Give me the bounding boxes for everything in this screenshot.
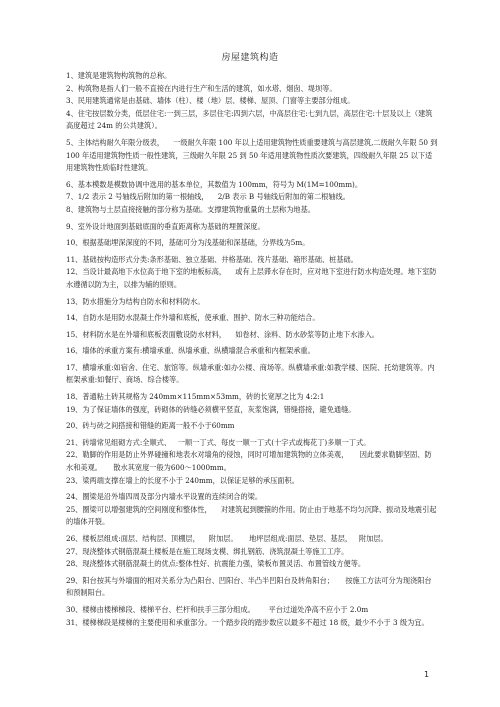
paragraph-8: 8、建筑物与土层直接接触的部分称为基础。支撑建筑物重量的土层称为地基。: [66, 204, 315, 214]
paragraph-25: 25、圈梁可以增强建筑的空间刚度和整体性， 对建筑起到腰箍的作用。防止由于地基不均匀沉降、振动及地震引起的墙体开裂。: [66, 504, 437, 527]
paragraph-10: 10、根据基础埋深深度的不同，基础可分为浅基础和深基础，分界线为5m。: [66, 238, 310, 248]
paragraph-6: 6、基本模数是模数协调中选用的基本单位，其数值为 100mm，符号为 M(1M=100mm)。: [66, 179, 363, 189]
paragraph-14: 14、自防水是用防水混凝土作外墙和底板，使承重、围护、防水三种功能结合。: [66, 313, 320, 323]
paragraph-20: 20、砖与砖之间搭接和错缝的距离一般不小于60mm: [66, 421, 235, 431]
paragraph-4: 4、住宅按层数分类，低层住宅:一到三层，多层住宅:四到六层，中高层住宅:七到九层，高层住宅:十层及以上（建筑高度超过 24m 的公共建筑）。: [66, 108, 433, 131]
paragraph-23: 23、梁两端支撑在墙上的长度不小于 240mm，以保证足够的承压面积。: [66, 475, 299, 485]
paragraph-30: 30、楼梯由楼梯梯段、楼梯平台、栏杆和扶手三部分组成。 平台过道处净高不应小于 2.0m: [66, 604, 369, 614]
paragraph-21: 21、砖墙常见组砌方式:全顺式、 一顺一丁式、每皮一顺一丁式(十字式或梅花丁)多顺一丁式。: [66, 437, 371, 447]
document-title: 房屋建筑构造: [221, 53, 279, 63]
paragraph-15: 15、材料防水是在外墙和底板表面敷设防水材料， 如卷材、涂料、防水砂浆等防止地下水渗入。: [66, 329, 379, 339]
paragraph-5: 5、主体结构耐久年限分级表， 一级耐久年限 100 年以上适用建筑物性质重要建筑与高层建筑,二级耐久年限 50 到 100 年适用建筑物性质一般性建筑，三级耐久年限 25 到 50 年适用建筑物性质次要建筑，四级耐久年限 25 以下适用建筑物性质临时性建筑。: [66, 137, 440, 173]
paragraph-18: 18、普通粘土砖其规格为 240mm×115mm×53mm，砖的长宽厚之比为 4:2:1: [66, 392, 325, 402]
paragraph-26: 26、楼板层组成:面层、结构层、顶棚层， 附加层。 地坪层组成:面层、垫层、基层， 附加层。: [66, 534, 388, 543]
paragraph-9: 9、室外设计地面到基础底面的垂直距离称为基础的埋置深度。: [66, 221, 265, 231]
paragraph-31: 31、楼梯梯段是楼梯的主要使用和承重部分。一个踏步段的踏步数应以最多不超过 18 级，最少不小于 3 级为宜。: [66, 617, 429, 627]
paragraph-29: 29、阳台按其与外墙面的相对关系分为凸阳台、凹阳台、半凸半凹阳台及转角阳台； 按施工方法可分为现浇阳台和预制阳台。: [66, 575, 432, 598]
paragraph-12: 12、当设计最高地下水位高于地下室的地板标高， 或有上层滞水存在时，应对地下室进行防水构造处理。地下室防水遵循以防为主，以排为辅的原则。: [66, 267, 437, 289]
paragraph-3: 3、民用建筑通常是由基础、墙体（柱）、楼（地）层、楼梯、屋顶、门窗等主要部分组成。: [66, 96, 355, 106]
paragraph-16: 16、墙体的承重方案有:横墙承重、纵墙承重、纵横墙混合承重和内框架承重。: [66, 346, 315, 356]
paragraph-22: 22、勒脚的作用是防止外界碰撞和地表水对墙角的侵蚀，同时可增加建筑物的立体美观， 因此要求勒脚坚固、防水和美观。 散水其宽度一般为600～1000mm。: [66, 450, 432, 473]
paragraph-13: 13、防水措施分为结构自防水和材料防水。: [66, 296, 205, 306]
paragraph-24: 24、圈梁是沿外墙四周及部分内墙水平设置的连续闭合的梁。: [66, 492, 263, 502]
paragraph-27: 27、现浇整体式钢筋混凝土楼板是在施工现场支模、绑扎钢筋、浇筑混凝土等施工工序。: [66, 546, 349, 556]
paragraph-11: 11、基础按构造形式分类:条形基础、独立基础、井格基础、筏片基础、箱形基础、桩基础。: [66, 254, 358, 264]
page-number: 1: [424, 670, 430, 679]
paragraph-1: 1、建筑是建筑物构筑物的总称。: [66, 71, 172, 80]
paragraph-19: 19、为了保证墙体的强度，砖砌体的砖缝必须横平竖直，灰浆饱满，错缝搭接，避免通缝。: [66, 404, 356, 414]
paragraph-2: 2、构筑物是指人们一般不直接在内进行生产和生活的建筑，如水塔、烟囱、堤坝等。: [66, 83, 337, 93]
paragraph-7: 7、1/2 表示 2 号轴线后附加的第一根轴线， 2/B 表示 B 号轴线后附加的第二根轴线。: [66, 192, 350, 202]
paragraph-28: 28、现浇整体式钢筋混凝土的优点:整体性好、抗震能力强，梁板布置灵活、布置管线方便等。: [66, 559, 366, 569]
paragraph-17: 17、横墙承重:如宿舍、住宅、旅馆等。纵墙承重:如办公楼、商场等。纵横墙承重:如教学楼、医院、托幼建筑等。内框架承重:如餐厅、商场、综合楼等。: [66, 362, 435, 385]
document-body: [66, 70, 438, 629]
